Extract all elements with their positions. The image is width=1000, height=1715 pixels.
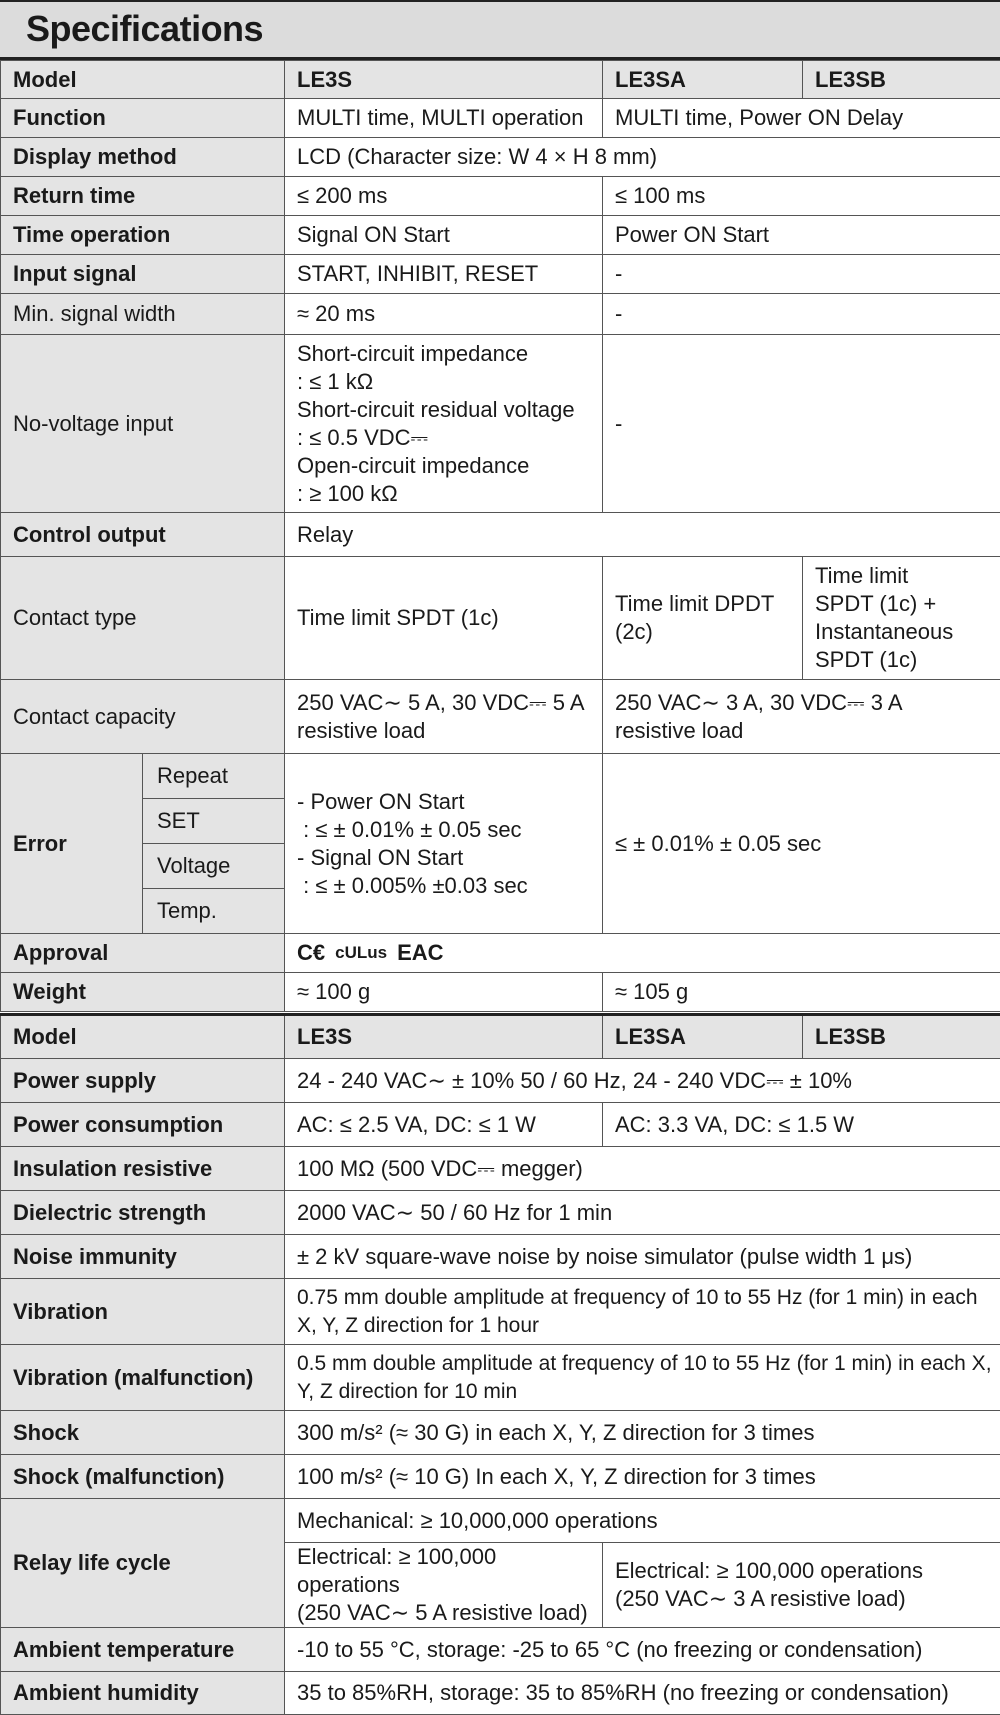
cell-value [603, 680, 1000, 754]
cell-value: ≤ 100 ms [603, 177, 1000, 216]
text-line: 250 VAC∼ 3 A, 30 VDC⎓ 3 A [615, 689, 1000, 717]
row-label: Noise immunity [1, 1235, 285, 1279]
page-title: Specifications [26, 8, 263, 50]
text-line: : ≤ ± 0.01% ± 0.05 sec [297, 816, 602, 844]
text-line: - Power ON Start [297, 788, 602, 816]
text-line: Short-circuit impedance [297, 340, 602, 368]
text-line: Short-circuit residual voltage [297, 396, 602, 424]
cell-value: START, INHIBIT, RESET [285, 255, 603, 294]
cell-value: Relay [285, 513, 1000, 557]
cell-value: Time limit SPDT (1c) [285, 557, 603, 680]
row-label: Weight [1, 973, 285, 1012]
table-row [1, 216, 1000, 255]
cell-value [285, 1543, 603, 1628]
error-sub-label: Repeat [143, 754, 285, 799]
model-le3sb: LE3SB [803, 1015, 1000, 1059]
cell-value [285, 1345, 1000, 1411]
model-le3s: LE3S [285, 1015, 603, 1059]
text-line: Electrical: ≥ 100,000 operations [297, 1543, 602, 1599]
cell-value: AC: 3.3 VA, DC: ≤ 1.5 W [603, 1103, 1000, 1147]
cell-value: - [603, 255, 1000, 294]
table-row [1, 1191, 1000, 1235]
text-line: X, Y, Z direction for 1 hour [297, 1312, 1000, 1340]
table-row [1, 557, 1000, 680]
cell-value: MULTI time, Power ON Delay [603, 99, 1000, 138]
text-line: - Signal ON Start [297, 844, 602, 872]
cell-value: ≈ 100 g [285, 973, 603, 1012]
row-label: Power consumption [1, 1103, 285, 1147]
cell-value: 2000 VAC∼ 50 / 60 Hz for 1 min [285, 1191, 1000, 1235]
row-label: Dielectric strength [1, 1191, 285, 1235]
text-line: : ≤ ± 0.005% ±0.03 sec [297, 872, 602, 900]
cell-value: Mechanical: ≥ 10,000,000 operations [285, 1499, 1000, 1543]
table-row [1, 177, 1000, 216]
row-label: Ambient temperature [1, 1628, 285, 1672]
table-row [1, 973, 1000, 1012]
text-line: Open-circuit impedance [297, 452, 602, 480]
row-label: Power supply [1, 1059, 285, 1103]
table-row [1, 1279, 1000, 1345]
cell-value: - [603, 294, 1000, 335]
cell-value: ≤ 200 ms [285, 177, 603, 216]
row-label: Shock [1, 1411, 285, 1455]
cell-value [603, 557, 803, 680]
model-label: Model [1, 1015, 285, 1059]
table-row [1, 1455, 1000, 1499]
cell-value: 35 to 85%RH, storage: 35 to 85%RH (no freezing or condensation) [285, 1672, 1000, 1715]
text-line: Electrical: ≥ 100,000 operations [615, 1557, 1000, 1585]
ce-mark-icon: C€ [297, 939, 325, 967]
error-sub-label: SET [143, 799, 285, 844]
cell-value: AC: ≤ 2.5 VA, DC: ≤ 1 W [285, 1103, 603, 1147]
table-row [1, 1059, 1000, 1103]
cell-value: ≤ ± 0.01% ± 0.05 sec [603, 754, 1000, 934]
cell-value: Power ON Start [603, 216, 1000, 255]
cell-value: MULTI time, MULTI operation [285, 99, 603, 138]
cell-value [285, 335, 603, 513]
title-bar [0, 0, 1000, 60]
cell-value: Signal ON Start [285, 216, 603, 255]
table-row [1, 680, 1000, 754]
error-sub-label: Voltage [143, 844, 285, 889]
text-line: Y, Z direction for 10 min [297, 1378, 1000, 1406]
model-le3sb: LE3SB [803, 61, 1000, 99]
cell-value: 300 m/s² (≈ 30 G) in each X, Y, Z direction for 3 times [285, 1411, 1000, 1455]
row-label: Insulation resistive [1, 1147, 285, 1191]
spec-table-ratings [0, 1013, 1000, 1715]
table-row [1, 294, 1000, 335]
table-row [1, 138, 1000, 177]
cell-value: -10 to 55 °C, storage: -25 to 65 °C (no freezing or condensation) [285, 1628, 1000, 1672]
row-label: No-voltage input [1, 335, 285, 513]
text-line: resistive load [297, 717, 602, 745]
table-row [1, 1411, 1000, 1455]
cell-value: LCD (Character size: W 4 × H 8 mm) [285, 138, 1000, 177]
row-label: Error [1, 754, 143, 934]
text-line: resistive load [615, 717, 1000, 745]
table-row [1, 754, 1000, 799]
text-line: : ≤ 0.5 VDC⎓ [297, 424, 602, 452]
cell-value: - [603, 335, 1000, 513]
cell-value [285, 754, 603, 934]
spec-table-general [0, 60, 1000, 1012]
table-row [1, 1015, 1000, 1059]
error-sub-label: Temp. [143, 889, 285, 934]
cell-value: ≈ 105 g [603, 973, 1000, 1012]
row-label: Return time [1, 177, 285, 216]
cell-value [285, 1279, 1000, 1345]
row-label: Vibration (malfunction) [1, 1345, 285, 1411]
row-label: Approval [1, 934, 285, 973]
table-row [1, 1147, 1000, 1191]
table-row [1, 1235, 1000, 1279]
text-line: Time limit DPDT [615, 590, 802, 618]
table-row [1, 934, 1000, 973]
table-row [1, 255, 1000, 294]
row-label: Contact capacity [1, 680, 285, 754]
table-row [1, 1672, 1000, 1715]
text-line: Time limit [815, 562, 1000, 590]
table-row [1, 513, 1000, 557]
row-label: Contact type [1, 557, 285, 680]
ul-mark-icon: cULus [335, 939, 387, 967]
row-label: Control output [1, 513, 285, 557]
text-line: Instantaneous [815, 618, 1000, 646]
text-line: 250 VAC∼ 5 A, 30 VDC⎓ 5 A [297, 689, 602, 717]
cell-value [603, 1543, 1000, 1628]
model-le3sa: LE3SA [603, 1015, 803, 1059]
text-line: (250 VAC∼ 3 A resistive load) [615, 1585, 1000, 1613]
text-line: SPDT (1c) [815, 646, 1000, 674]
cell-value [285, 680, 603, 754]
cell-value: 100 m/s² (≈ 10 G) In each X, Y, Z direction for 3 times [285, 1455, 1000, 1499]
cell-value: 24 - 240 VAC∼ ± 10% 50 / 60 Hz, 24 - 240 VDC⎓ ± 10% [285, 1059, 1000, 1103]
table-row [1, 1103, 1000, 1147]
row-label: Input signal [1, 255, 285, 294]
row-label: Time operation [1, 216, 285, 255]
cell-value: 100 MΩ (500 VDC⎓ megger) [285, 1147, 1000, 1191]
row-label: Min. signal width [1, 294, 285, 335]
text-line: 0.5 mm double amplitude at frequency of 10 to 55 Hz (for 1 min) in each X, [297, 1350, 1000, 1378]
model-label: Model [1, 61, 285, 99]
row-label: Shock (malfunction) [1, 1455, 285, 1499]
text-line: : ≥ 100 kΩ [297, 480, 602, 508]
table-row [1, 1499, 1000, 1543]
text-line: (2c) [615, 618, 802, 646]
text-line: (250 VAC∼ 5 A resistive load) [297, 1599, 602, 1627]
row-label: Relay life cycle [1, 1499, 285, 1628]
cell-value: ± 2 kV square-wave noise by noise simulator (pulse width 1 μs) [285, 1235, 1000, 1279]
eac-mark-icon: EAC [397, 939, 443, 967]
text-line: SPDT (1c) + [815, 590, 1000, 618]
table-row [1, 1345, 1000, 1411]
cell-value: ≈ 20 ms [285, 294, 603, 335]
row-label: Function [1, 99, 285, 138]
model-le3sa: LE3SA [603, 61, 803, 99]
text-line: : ≤ 1 kΩ [297, 368, 602, 396]
table-row [1, 99, 1000, 138]
table-row [1, 335, 1000, 513]
table-row [1, 1628, 1000, 1672]
text-line: 0.75 mm double amplitude at frequency of 10 to 55 Hz (for 1 min) in each [297, 1284, 1000, 1312]
table-row [1, 61, 1000, 99]
approval-marks [285, 934, 1000, 973]
cell-value [803, 557, 1000, 680]
row-label: Vibration [1, 1279, 285, 1345]
row-label: Ambient humidity [1, 1672, 285, 1715]
row-label: Display method [1, 138, 285, 177]
model-le3s: LE3S [285, 61, 603, 99]
